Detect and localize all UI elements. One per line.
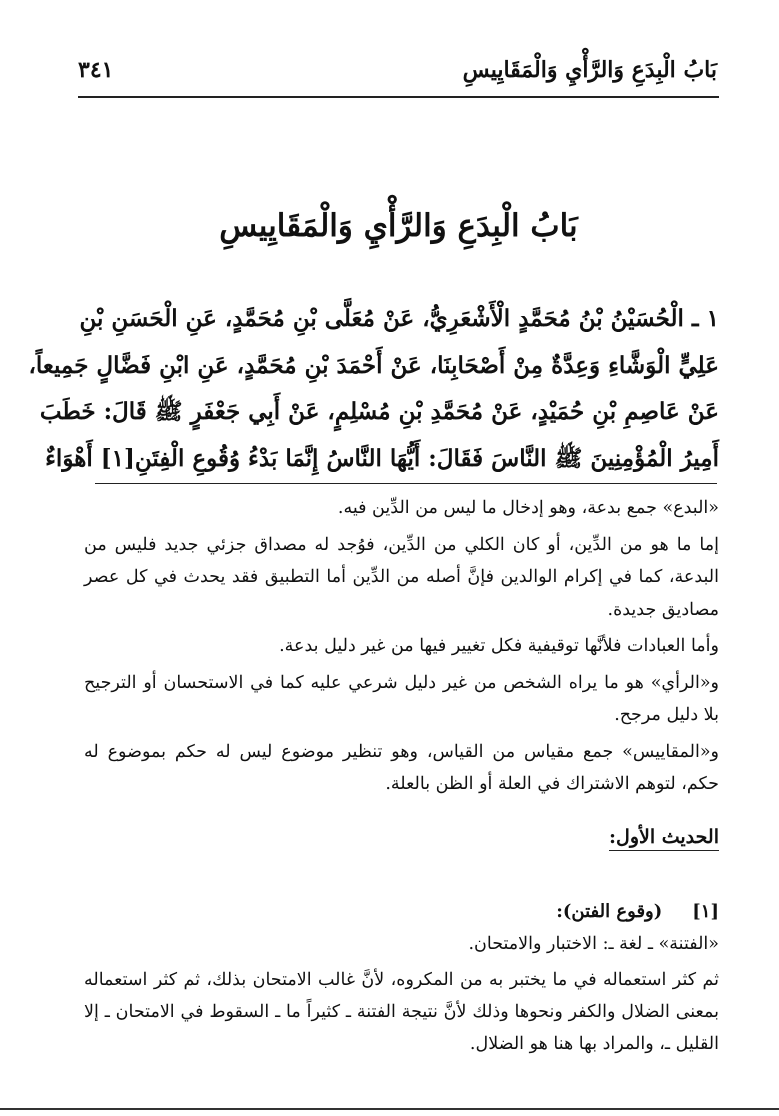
hadith-text (28, 296, 719, 482)
footnote-header (84, 896, 719, 928)
commentary-divider (95, 483, 717, 484)
running-header (78, 50, 717, 90)
commentary-paragraph: وأما العبادات فلأنَّها توقيفية فكل تغيير فيها من غير دليل بدعة. (279, 636, 719, 656)
section-heading: الحديث الأول: (609, 826, 719, 851)
footnote-term: (وقوع الفتن): (556, 901, 663, 922)
hadith-line: عَنْ عَاصِمِ بْنِ حُمَيْدٍ، عَنْ مُحَمَّدِ بْنِ مُسْلِمٍ، عَنْ أَبِي جَعْفَرٍ ﷺ قَالَ: خَطَبَ (39, 398, 719, 425)
hadith-line: ١ ـ الْحُسَيْنُ بْنُ مُحَمَّدٍ الْأَشْعَرِيُّ، عَنْ مُعَلَّى بْنِ مُحَمَّدٍ، عَنِ الْحَسَنِ بْنِ (79, 305, 719, 332)
commentary (84, 492, 719, 805)
footnote-paragraph: «الفتنة» ـ لغة ـ: الاختبار والامتحان. (468, 934, 719, 954)
hadith-line: عَلِيٍّ الْوَشَّاءِ وَعِدَّةٌ مِنْ أَصْحَابِنَا، عَنْ أَحْمَدَ بْنِ مُحَمَّدٍ، عَنِ ابْنِ فَضَّالٍ جَمِيعاً، (28, 351, 719, 379)
page-bottom-edge (0, 1108, 779, 1110)
header-divider (78, 96, 719, 98)
commentary-paragraph: «البدع» جمع بدعة، وهو إدخال ما ليس من الدِّين فيه. (337, 498, 719, 518)
running-header-title: بَابُ الْبِدَعِ وَالرَّأْيِ وَالْمَقَايِيسِ (462, 57, 717, 83)
commentary-paragraph: إما ما هو من الدِّين، أو كان الكلي من الدِّين، فوُجد له مصداق جزئي جديد فليس من البدعة، كما في إكرام الوالدين فإنَّ أصله من الدِّين أما التطبيق فقد يحدث في كل عصر مصاديق جديدة. (84, 534, 719, 620)
commentary-paragraph: و«الرأي» هو ما يراه الشخص من غير دليل شرعي عليه كما في الاستحسان أو الترجيح بلا دليل مرجح. (84, 672, 719, 725)
footnote-paragraph: ثم كثر استعماله في ما يختبر به من المكروه، لأنَّ غالب الامتحان بذلك، ثم كثر استعماله بمعنى الضلال والكفر ونحوها وذلك لأنَّ نتيجة الفتنة ـ كثيراً ما ـ السقوط في الامتحان ـ إلا القليل ـ، والمراد بها هنا هو الضلال. (84, 970, 719, 1054)
page-number: ٣٤١ (78, 57, 114, 83)
chapter-title: بَابُ الْبِدَعِ وَالرَّأْيِ وَالْمَقَايِيسِ (219, 208, 578, 244)
footnote-number: [١] (692, 901, 719, 922)
commentary-paragraph: و«المقاييس» جمع مقياس من القياس، وهو تنظير موضوع ليس له حكم بموضوع له حكم، لتوهم الاشتراك في العلة أو الظن بالعلة. (84, 741, 719, 794)
hadith-line: أَمِيرُ الْمُؤْمِنِينَ ﷺ النَّاسَ فَقَالَ: أَيُّهَا النَّاسُ إِنَّمَا بَدْءُ وُقُوعِ الْفِتَنِ[١] أَهْوَاءٌ (45, 444, 719, 472)
footnote (84, 896, 719, 1064)
